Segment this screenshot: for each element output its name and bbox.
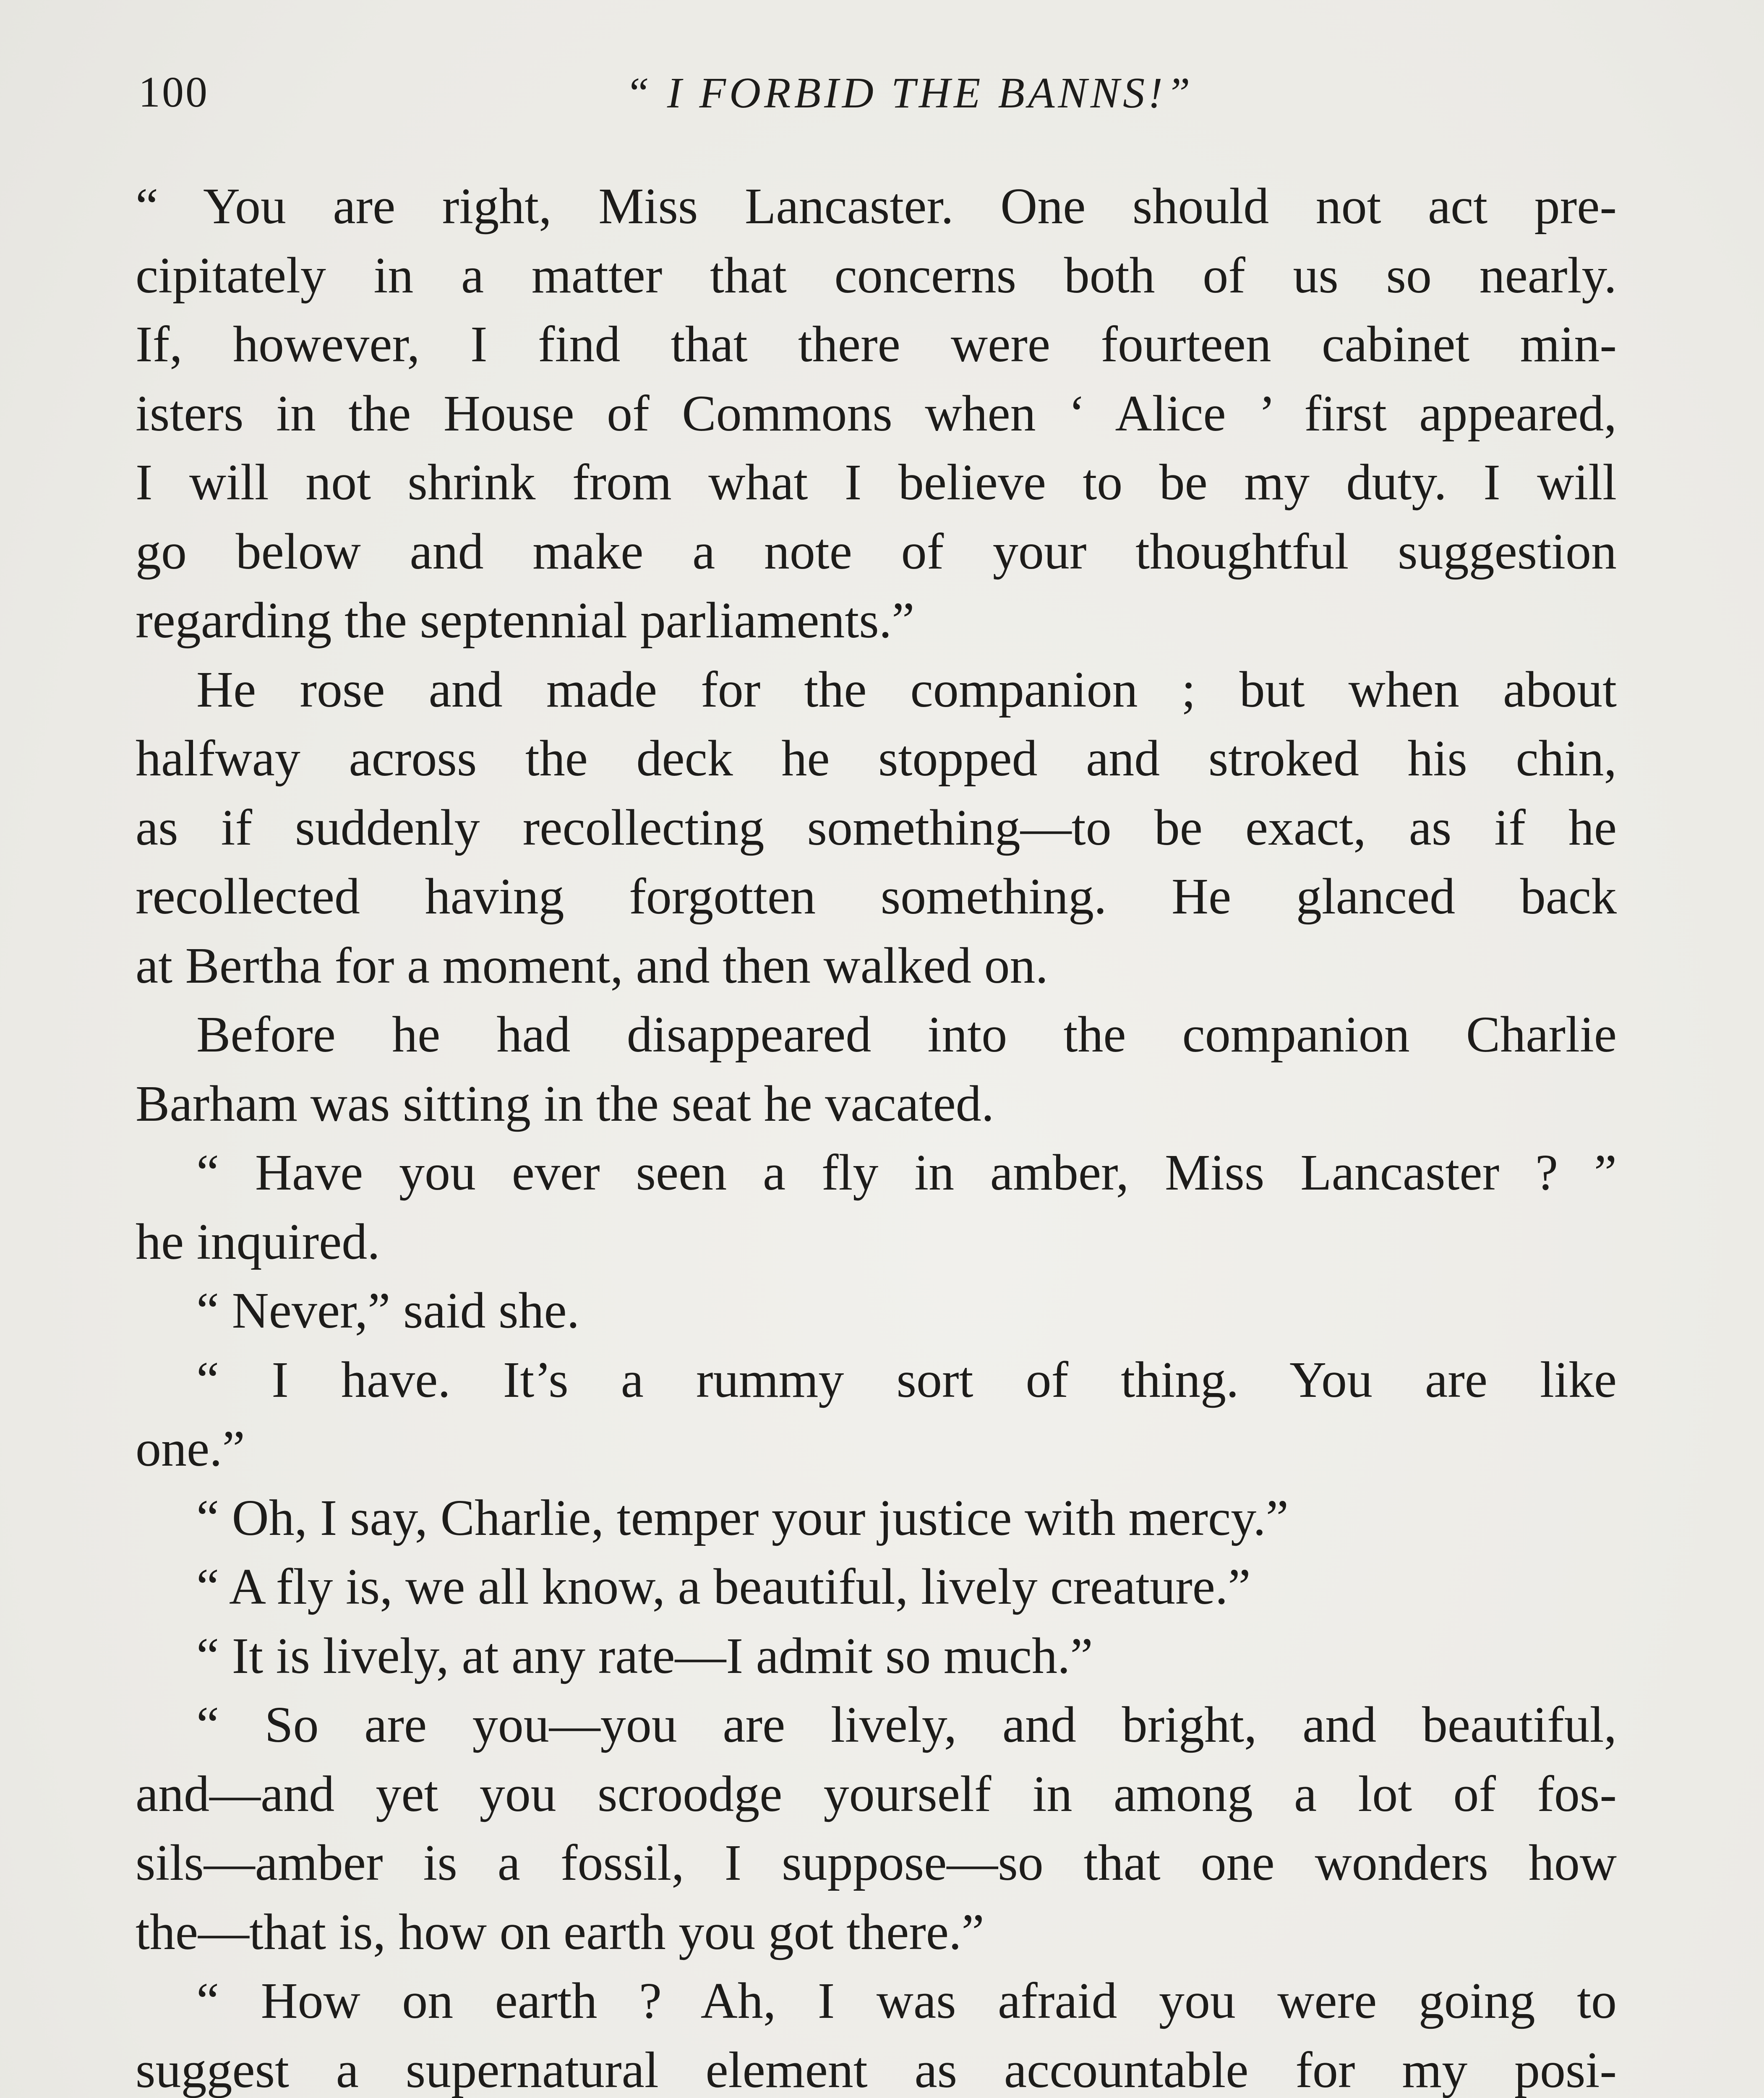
text-line: “ Oh, I say, Charlie, temper your justice with mercy.” <box>196 1489 1289 1546</box>
body-text <box>136 172 1617 2098</box>
text-line: he inquired. <box>136 1213 380 1270</box>
text-line: Barham was sitting in the seat he vacated. <box>136 1075 994 1132</box>
text-line: halfway across the deck he stopped and stroked his chin, <box>136 730 1617 787</box>
text-line: at Bertha for a moment, and then walked on. <box>136 937 1048 994</box>
text-line: “ You are right, Miss Lancaster. One should not act pre- <box>136 178 1617 235</box>
text-line: suggest a supernatural element as accountable for my posi- <box>136 2041 1617 2098</box>
text-line: sils—amber is a fossil, I suppose—so that one wonders how <box>136 1834 1617 1891</box>
text-line: and—and yet you scroodge yourself in among a lot of fos- <box>136 1765 1617 1822</box>
text-line: isters in the House of Commons when ‘ Alice ’ first appeared, <box>136 385 1617 442</box>
page-number: 100 <box>138 68 209 116</box>
text-line: regarding the septennial parliaments.” <box>136 592 915 649</box>
text-line: recollected having forgotten something. He glanced back <box>136 868 1617 925</box>
running-title: “ I FORBID THE BANNS!” <box>625 69 1194 117</box>
page-header <box>138 63 1632 126</box>
text-line: as if suddenly recollecting something—to be exact, as if he <box>136 799 1617 856</box>
text-line: one.” <box>136 1420 245 1477</box>
text-line: “ Never,” said she. <box>196 1282 580 1339</box>
text-line: “ I have. It’s a rummy sort of thing. You are like <box>196 1351 1617 1408</box>
text-line: go below and make a note of your thoughtful suggestion <box>136 523 1617 580</box>
text-line: I will not shrink from what I believe to be my duty. I will <box>136 454 1617 511</box>
text-line: “ Have you ever seen a fly in amber, Miss Lancaster ? ” <box>196 1144 1617 1201</box>
text-line: “ A fly is, we all know, a beautiful, lively creature.” <box>196 1558 1251 1615</box>
text-line: Before he had disappeared into the companion Charlie <box>196 1006 1617 1063</box>
text-line: “ It is lively, at any rate—I admit so much.” <box>196 1627 1093 1684</box>
text-line: cipitately in a matter that concerns both of us so nearly. <box>136 247 1617 304</box>
text-line: the—that is, how on earth you got there.” <box>136 1903 984 1960</box>
text-line: If, however, I find that there were fourteen cabinet min- <box>136 316 1617 373</box>
text-line: “ So are you—you are lively, and bright, and beautiful, <box>196 1696 1617 1753</box>
text-line: He rose and made for the companion ; but when about <box>196 661 1617 718</box>
text-line: “ How on earth ? Ah, I was afraid you were going to <box>196 1973 1617 2029</box>
